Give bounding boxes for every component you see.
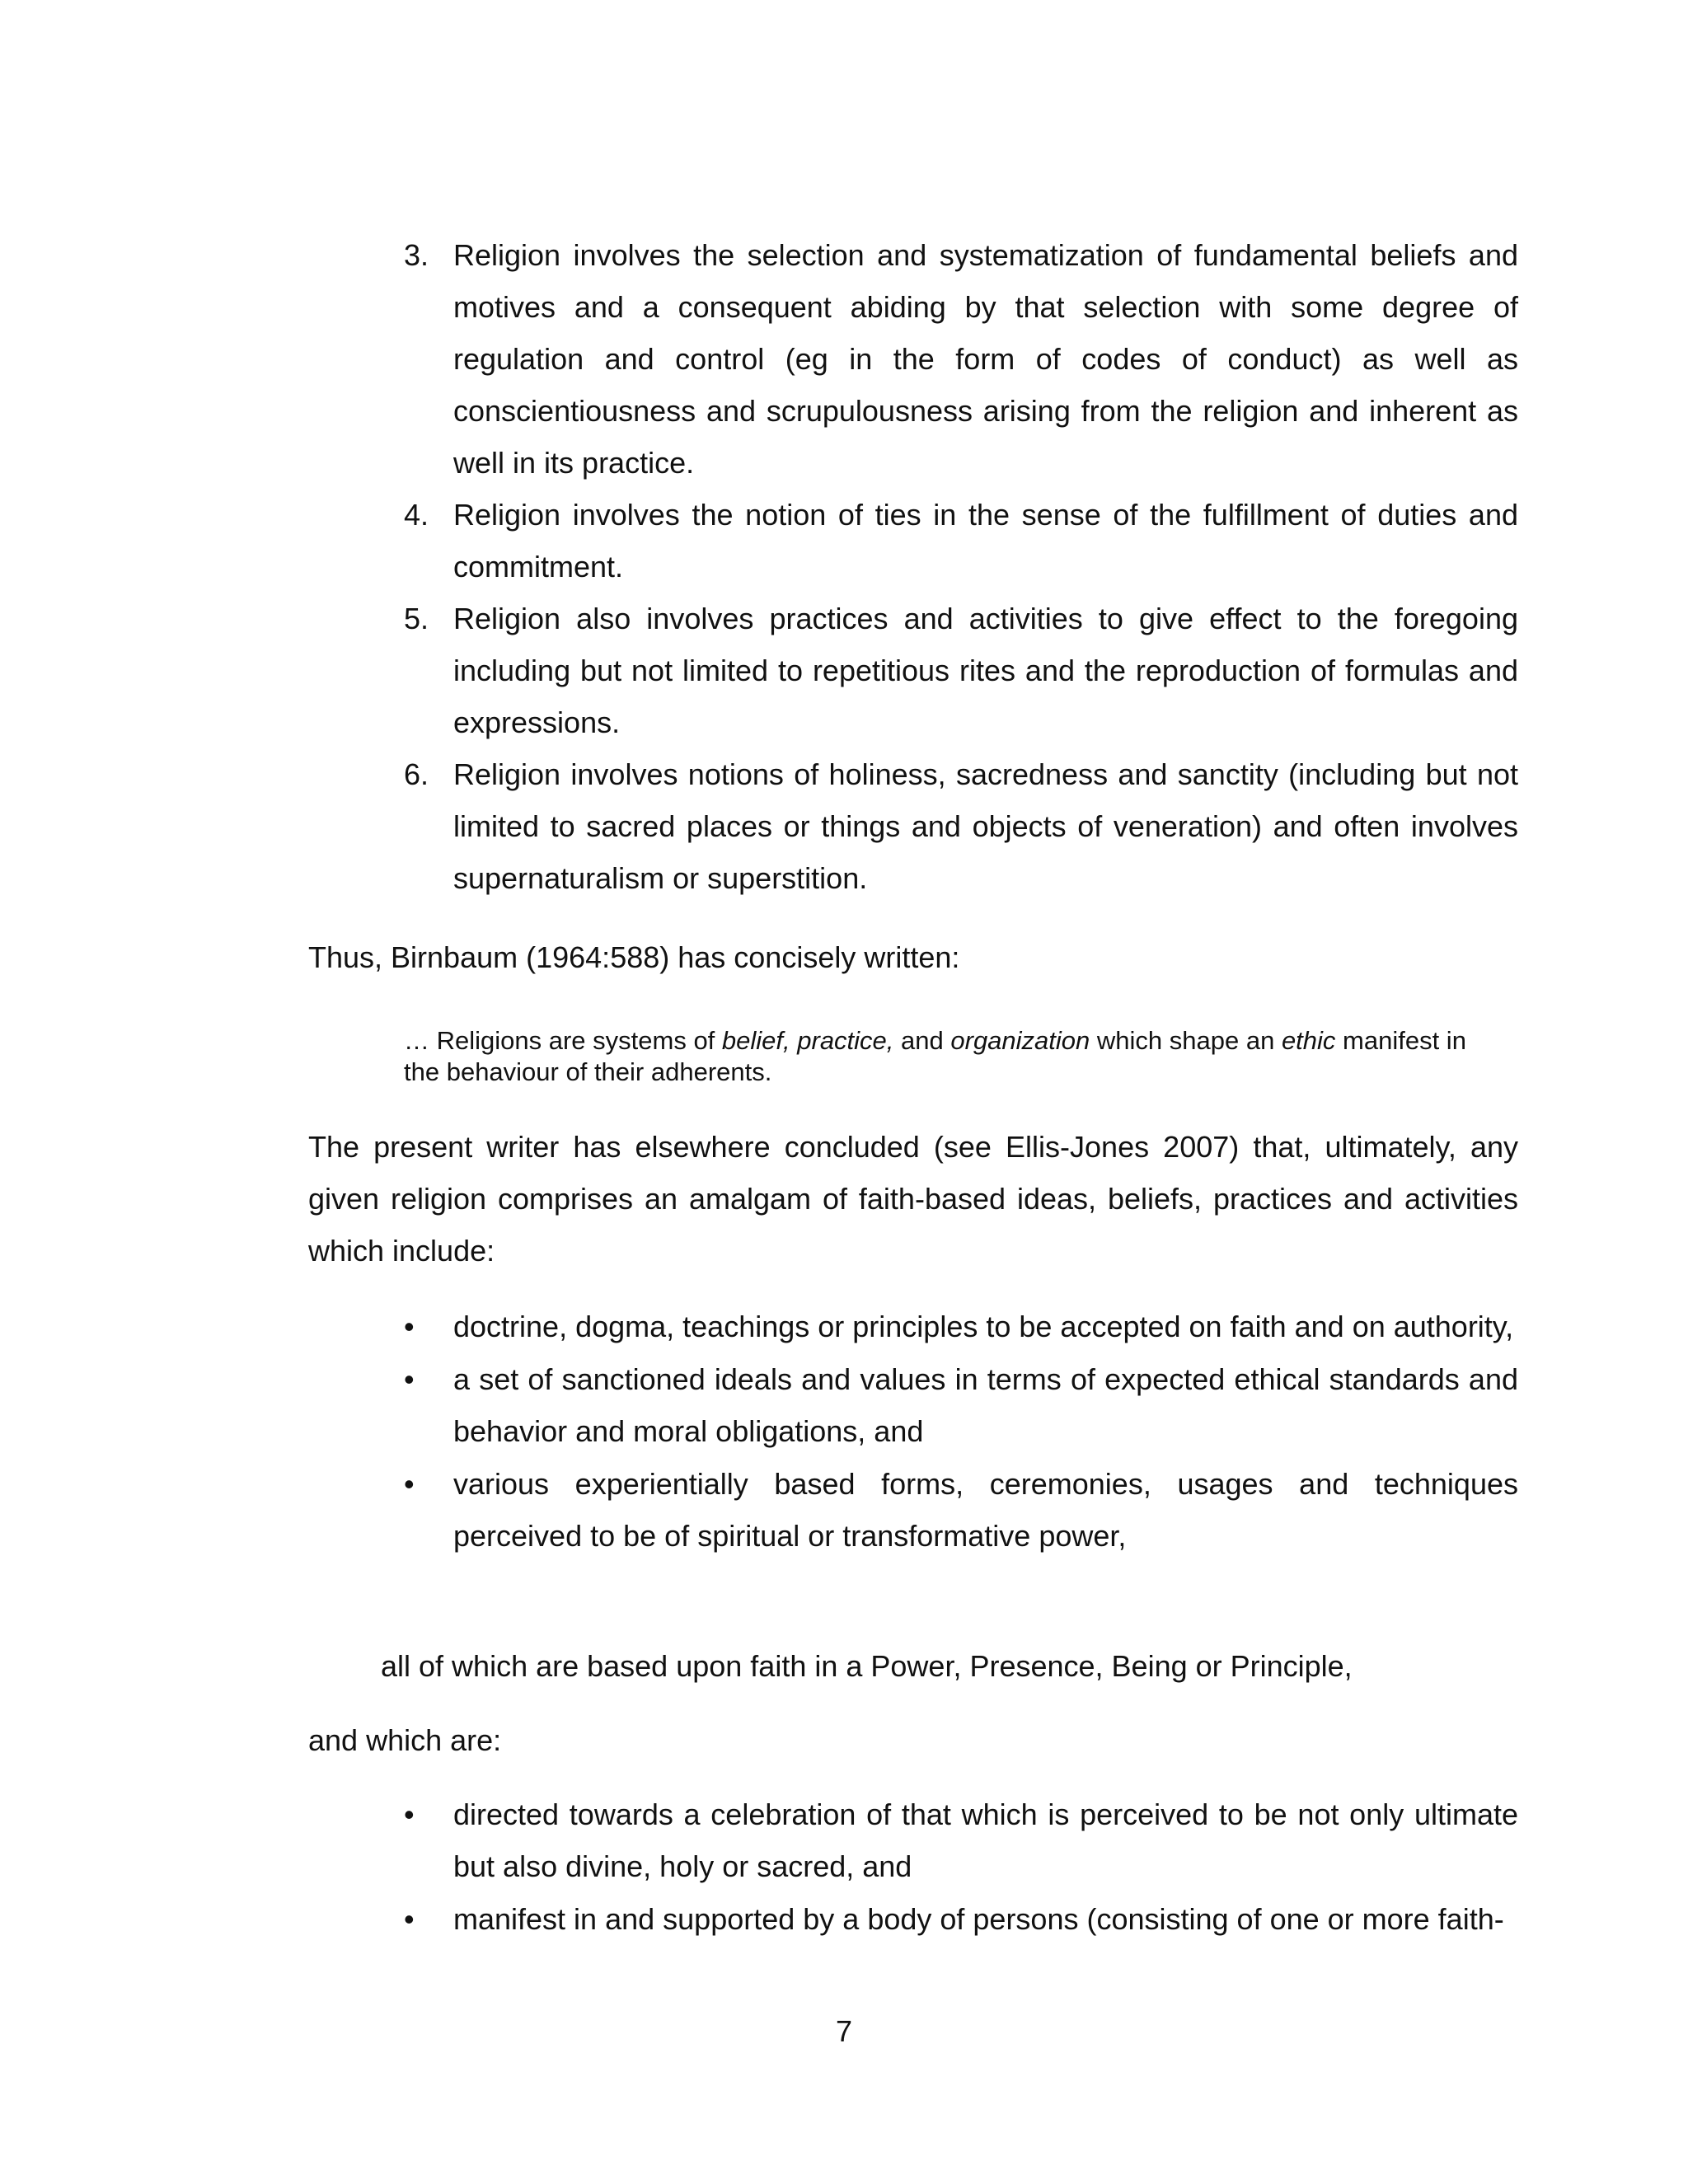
quote-emphasis: organization [950,1026,1090,1055]
bullet-icon: • [404,1310,415,1343]
list-item-text: Religion also involves practices and activities to give effect to the foregoing including but not limited to repetitious rites and the reproduction of formulas and expressions. [453,602,1518,739]
bullet-list [404,1301,1518,1563]
bullet-icon: • [404,1902,415,1936]
paragraph-and-which: and which are: [308,1723,502,1757]
bullet-icon: • [404,1467,415,1501]
quote-text: … Religions are systems of [404,1026,722,1055]
list-item [404,1458,1518,1562]
page-number: 7 [835,2014,853,2048]
paragraph-all-of-which: all of which are based upon faith in a Power, Presence, Being or Principle, [381,1649,1353,1683]
list-item [404,1788,1518,1892]
quote-emphasis: ethic [1281,1026,1336,1055]
list-item [404,229,1518,489]
list-item-text: directed towards a celebration of that which is perceived to be not only ultimate but also divine, holy or sacred, and [453,1797,1518,1883]
bullet-list [404,1788,1518,1946]
list-item-text: Religion involves notions of holiness, sacredness and sanctity (including but not limited to sacred places or things and objects of veneration) and often involves supernaturalism or superstition. [453,757,1518,895]
list-item-text: doctrine, dogma, teachings or principles to be accepted on faith and on authority, [453,1310,1514,1343]
list-number: 3. [404,238,429,272]
bullet-icon: • [404,1797,415,1831]
numbered-list [404,229,1518,904]
paragraph-present-writer: The present writer has elsewhere concluded (see Ellis-Jones 2007) that, ultimately, any given religion comprises an amalgam of faith-based ideas, beliefs, practices and activities which include: [308,1130,1518,1268]
list-item-text: various experientially based forms, ceremonies, usages and techniques perceived to be of spiritual or transformative power, [453,1467,1518,1553]
list-item-text: manifest in and supported by a body of persons (consisting of one or more faith- [453,1902,1504,1936]
quote-text: manifest in the behaviour of their adherents. [404,1026,1466,1086]
quote-text: and [893,1026,951,1055]
quote-text: which shape an [1090,1026,1282,1055]
quote-emphasis: belief, practice, [721,1026,894,1055]
list-item [404,748,1518,904]
list-item-text: a set of sanctioned ideals and values in terms of expected ethical standards and behavior and moral obligations, and [453,1362,1518,1448]
list-number: 4. [404,498,429,532]
list-item [404,1893,1518,1945]
list-item [404,489,1518,593]
block-quote [404,1025,1508,1088]
list-number: 6. [404,757,429,791]
list-item [404,593,1518,748]
list-number: 5. [404,602,429,635]
list-item [404,1301,1518,1352]
list-item-text: Religion involves the selection and systematization of fundamental beliefs and motives and a consequent abiding by that selection with some degree of regulation and control (eg in the form of codes of conduct) as well as conscientiousness and scrupulousness arising from the religion and inherent as well in its practice. [453,238,1518,480]
list-item-text: Religion involves the notion of ties in the sense of the fulfillment of duties and commitment. [453,498,1518,583]
paragraph-thus: Thus, Birnbaum (1964:588) has concisely written: [308,940,960,974]
bullet-icon: • [404,1362,415,1396]
list-item [404,1353,1518,1457]
